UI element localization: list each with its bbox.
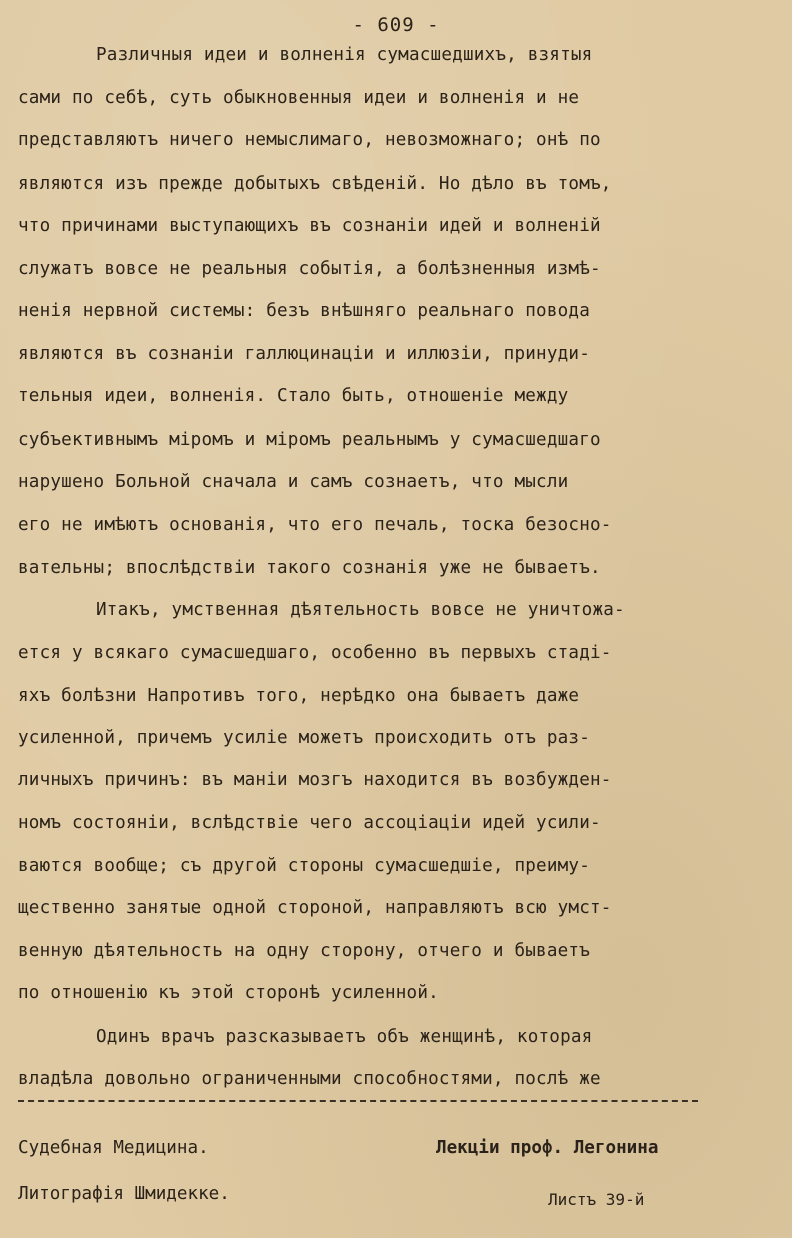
body-line: что причинами выступающихъ въ сознаніи идей и волненій bbox=[18, 216, 601, 236]
body-line: венную дѣятельность на одну сторону, отчего и бываетъ bbox=[18, 941, 590, 961]
body-line: личныхъ причинъ: въ маніи мозгъ находится въ возбужден- bbox=[18, 770, 612, 790]
body-line: его не имѣютъ основанія, что его печаль, тоска безосно- bbox=[18, 515, 612, 535]
body-line: по отношенію къ этой сторонѣ усиленной. bbox=[18, 983, 439, 1003]
body-line: номъ состояніи, вслѣдствіе чего ассоціаціи идей усили- bbox=[18, 813, 601, 833]
body-line: яхъ болѣзни Напротивъ того, нерѣдко она бываетъ даже bbox=[18, 686, 580, 706]
body-line: тельныя идеи, волненія. Стало быть, отношеніе между bbox=[18, 386, 569, 406]
body-line: вательны; впослѣдствіи такого сознанія уже не бываетъ. bbox=[18, 558, 601, 578]
footer-course-title: Судебная Медицина. bbox=[18, 1138, 209, 1158]
body-line: щественно занятые одной стороной, направляютъ всю умст- bbox=[18, 898, 612, 918]
footer-sheet-number: Листъ 39-й bbox=[548, 1190, 645, 1209]
body-line: субъективнымъ міромъ и міромъ реальнымъ у сумасшедшаго bbox=[18, 430, 601, 450]
footer-lecturer: Лекціи проф. Легонина bbox=[436, 1138, 659, 1158]
body-line: ваются вообще; съ другой стороны сумасшедшіе, преиму- bbox=[18, 856, 590, 876]
body-line: нарушено Больной сначала и самъ сознаетъ, что мысли bbox=[18, 472, 569, 492]
body-line: ненія нервной системы: безъ внѣшняго реальнаго повода bbox=[18, 301, 590, 321]
body-line: Различныя идеи и волненія сумасшедшихъ, взятыя bbox=[96, 45, 593, 65]
body-line: являются изъ прежде добытыхъ свѣденій. Но дѣло въ томъ, bbox=[18, 174, 612, 194]
footer-divider bbox=[18, 1100, 698, 1102]
footer-printer: Литографія Шмидекке. bbox=[18, 1184, 230, 1204]
body-line: усиленной, причемъ усиліе можетъ происходить отъ раз- bbox=[18, 728, 590, 748]
body-line: являются въ сознаніи галлюцинаціи и иллюзіи, принуди- bbox=[18, 344, 590, 364]
body-line: ется у всякаго сумасшедшаго, особенно въ первыхъ стадi- bbox=[18, 643, 612, 663]
page-number: - 609 - bbox=[352, 14, 440, 36]
body-line: Одинъ врачъ разсказываетъ объ женщинѣ, которая bbox=[96, 1027, 593, 1047]
body-line: представляютъ ничего немыслимаго, невозможнаго; онѣ по bbox=[18, 130, 601, 150]
body-line: Итакъ, умственная дѣятельность вовсе не уничтожа- bbox=[96, 600, 625, 620]
body-line: владѣла довольно ограниченными способностями, послѣ же bbox=[18, 1069, 601, 1089]
body-line: служатъ вовсе не реальныя событія, а болѣзненныя измѣ- bbox=[18, 259, 601, 279]
body-line: сами по себѣ, суть обыкновенныя идеи и волненія и не bbox=[18, 88, 580, 108]
